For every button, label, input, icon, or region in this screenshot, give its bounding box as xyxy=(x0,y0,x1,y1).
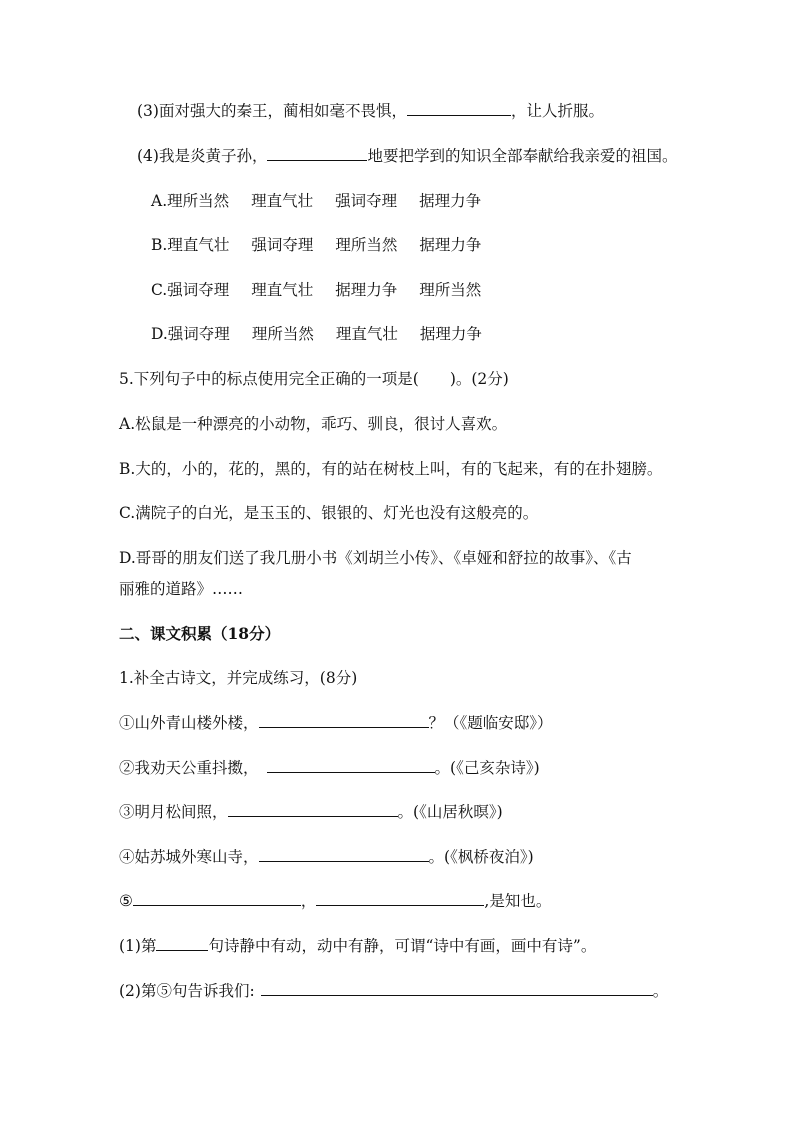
poem-source: 。(《山居秋暝》) xyxy=(397,803,503,821)
poem-blank-5b[interactable] xyxy=(316,891,484,906)
poem-text: ①山外青山楼外楼， xyxy=(119,714,259,732)
poem-text: ④姑苏城外寒山寺， xyxy=(119,848,259,866)
q4-option-a[interactable] xyxy=(151,190,503,212)
q4-item4-pre: (4)我是炎黄子孙， xyxy=(137,147,268,165)
option-word: 理直气壮 xyxy=(251,281,314,299)
poem-blank-2[interactable] xyxy=(267,758,435,773)
sub-question-text: (2)第⑤句告诉我们: xyxy=(119,982,255,1000)
poem-blank-4[interactable] xyxy=(259,847,429,862)
poem-text: ②我劝天公重抖擞， xyxy=(119,759,259,777)
q5-option-d-line1[interactable]: D.哥哥的朋友们送了我几册小书《刘胡兰小传》、《卓娅和舒拉的故事》、《古 xyxy=(119,549,632,567)
q4-item4-post: 地要把学到的知识全部奉献给我亲爱的祖国。 xyxy=(367,147,678,165)
q5-stem: 5.下列句子中的标点使用完全正确的一项是( )。(2分) xyxy=(119,370,509,388)
poem-line-1 xyxy=(119,712,553,734)
option-word: 据理力争 xyxy=(419,325,482,343)
poem-comma: ， xyxy=(300,892,317,910)
option-word: A.理所当然 xyxy=(151,192,230,210)
option-word: 理所当然 xyxy=(251,325,314,343)
sub-question-1 xyxy=(119,935,596,957)
sub-question-1-blank[interactable] xyxy=(156,936,208,951)
option-word: 据理力争 xyxy=(335,281,398,299)
sub-question-text: 。 xyxy=(652,982,669,1000)
option-word: 强词夺理 xyxy=(335,192,398,210)
poem-text: ,是知也。 xyxy=(484,892,552,910)
poem-blank-3[interactable] xyxy=(228,802,398,817)
q4-option-d[interactable] xyxy=(151,323,504,345)
poem-text: ⑤ xyxy=(119,892,133,910)
option-word: B.理直气壮 xyxy=(151,236,230,254)
option-word: 据理力争 xyxy=(419,192,482,210)
q4-item4-blank[interactable] xyxy=(267,146,367,161)
q5-option-d-line2[interactable]: 丽雅的道路》…… xyxy=(119,580,244,598)
q5-option-b[interactable]: B.大的，小的，花的，黑的，有的站在树枝上叫，有的飞起来，有的在扑翅膀。 xyxy=(119,460,663,478)
sub-question-2 xyxy=(119,980,668,1002)
poem-line-4 xyxy=(119,846,534,868)
q4-item4 xyxy=(137,145,677,167)
option-word: 理直气壮 xyxy=(251,192,314,210)
option-word: 据理力争 xyxy=(419,236,482,254)
section-heading: 二、课文积累（18分） xyxy=(119,624,281,643)
option-word: D.强词夺理 xyxy=(151,325,230,343)
poem-line-5 xyxy=(119,890,551,912)
option-word: 理所当然 xyxy=(335,236,398,254)
q5-option-c[interactable]: C.满院子的白光，是玉玉的、银银的、灯光也没有这般亮的。 xyxy=(119,504,539,522)
option-word: 理所当然 xyxy=(419,281,482,299)
q4-item3-post: ，让人折服。 xyxy=(510,102,604,120)
poem-line-3 xyxy=(119,801,503,823)
sub-question-text: 句诗静中有动，动中有静，可谓“诗中有画，画中有诗”。 xyxy=(208,937,597,955)
poem-source: 。(《己亥杂诗》) xyxy=(434,759,540,777)
poem-blank-5a[interactable] xyxy=(133,891,301,906)
q4-option-c[interactable] xyxy=(151,279,503,301)
option-word: 理直气壮 xyxy=(335,325,398,343)
option-word: C.强词夺理 xyxy=(151,281,230,299)
poem-source: 。(《枫桥夜泊》) xyxy=(428,848,534,866)
option-word: 强词夺理 xyxy=(251,236,314,254)
q4-item3-blank[interactable] xyxy=(407,101,511,116)
sub-question-text: (1)第 xyxy=(119,937,157,955)
poem-blank-1[interactable] xyxy=(259,713,429,728)
poem-source: ？（《题临安邸》） xyxy=(428,714,553,732)
q4-item3 xyxy=(137,100,604,122)
poem-text: ③明月松间照， xyxy=(119,803,228,821)
poem-line-2 xyxy=(119,757,540,779)
q4-item3-pre: (3)面对强大的秦王，蔺相如毫不畏惧， xyxy=(137,102,407,120)
sub-question-2-blank[interactable] xyxy=(261,981,653,996)
q5-option-a[interactable]: A.松鼠是一种漂亮的小动物，乖巧、驯良，很讨人喜欢。 xyxy=(119,415,508,433)
q4-option-b[interactable] xyxy=(151,234,503,256)
q1-stem: 1.补全古诗文，并完成练习，(8分) xyxy=(119,669,358,687)
